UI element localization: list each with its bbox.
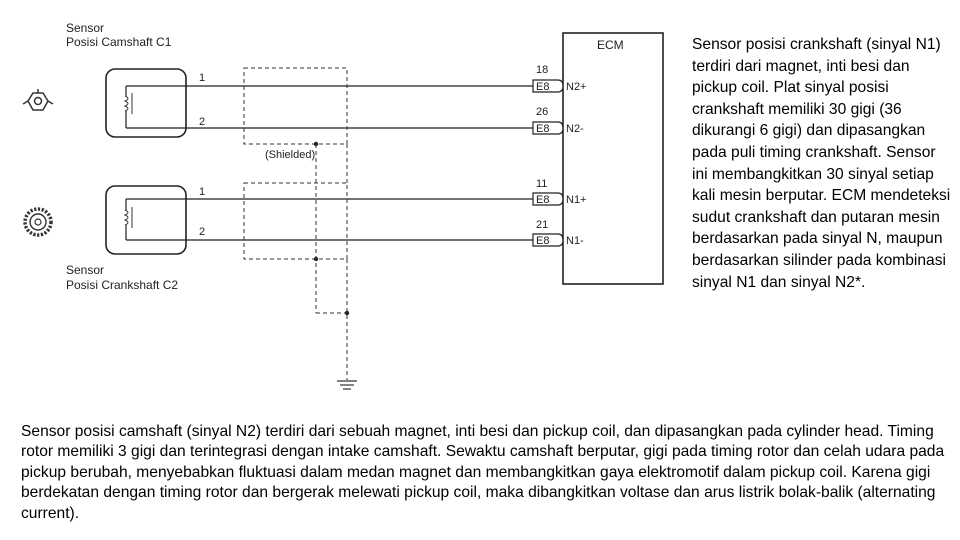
shield-outline <box>244 68 347 380</box>
crankshaft-gear-icon <box>25 209 51 235</box>
camshaft-sensor-title: Sensor <box>66 21 105 35</box>
ecm-signal-label: N1- <box>566 235 584 247</box>
ecm-connector-label: E8 <box>536 194 550 206</box>
shield-junction-dots <box>314 142 349 315</box>
ecm-connector-label: E8 <box>536 81 550 93</box>
ecm-pin-number: 18 <box>536 64 549 76</box>
camshaft-pin-1: 1 <box>199 72 206 84</box>
crankshaft-description: Sensor posisi crankshaft (sinyal N1) terdiri dari magnet, inti besi dan pickup coil. Plat sinyal posisi crankshaft memiliki 30 gigi (36 dikurangi 6 gigi) dan dipasangkan pada puli timing crankshaft. Sensor ini membangkitkan 30 sinyal setiap kali mesin berputar. ECM mendeteksi sudut crankshaft dan putaran mesin berdasarkan pada sinyal N, maupun berdasarkan silinder pada kombinasi sinyal N1 dan sinyal N2*. <box>692 36 951 291</box>
camshaft-pin-2: 2 <box>199 116 206 128</box>
camshaft-rotor-icon <box>23 89 53 110</box>
crankshaft-sensor-title: Sensor <box>66 263 105 277</box>
crankshaft-pin-1: 1 <box>199 186 206 198</box>
crankshaft-pin-2: 2 <box>199 226 206 238</box>
camshaft-description: Sensor posisi camshaft (sinyal N2) terdiri dari sebuah magnet, inti besi dan pickup coil, dan dipasangkan pada cylinder head. Timing rotor memiliki 3 gigi dan terintegrasi dengan intake camshaft. Sewaktu camshaft berputar, gigi pada timing rotor dan celah udara pada pickup berubah, menyebabkan fluktuasi dalam medan magnet dan membangkitkan gaya elektromotif dalam pickup coil. Karena gigi berdekatan dengan timing rotor dan bergerak melewati pickup coil, maka dibangkitkan voltase dan arus listrik bolak-balik (alternating current). <box>21 423 945 522</box>
ecm-signal-label: N2- <box>566 123 584 135</box>
ecm-pin-number: 21 <box>536 219 549 231</box>
crankshaft-sensor-subtitle: Posisi Crankshaft C2 <box>66 278 179 292</box>
camshaft-sensor-subtitle: Posisi Camshaft C1 <box>66 35 172 49</box>
ecm-pin-number: 11 <box>536 178 548 190</box>
crankshaft-sensor-body <box>106 186 186 254</box>
ecm-signal-label: N1+ <box>566 194 587 206</box>
camshaft-sensor-body <box>106 69 186 137</box>
shield-drain-lines <box>316 144 347 313</box>
ecm-signal-label: N2+ <box>566 81 587 93</box>
sensor-wires <box>126 86 533 240</box>
ground-icon <box>337 381 357 389</box>
ecm-connector-label: E8 <box>536 235 550 247</box>
ecm-label: ECM <box>597 38 624 52</box>
ecm-pin-number: 26 <box>536 106 549 118</box>
ecm-connector-label: E8 <box>536 123 550 135</box>
shielded-label: (Shielded) <box>265 149 316 161</box>
